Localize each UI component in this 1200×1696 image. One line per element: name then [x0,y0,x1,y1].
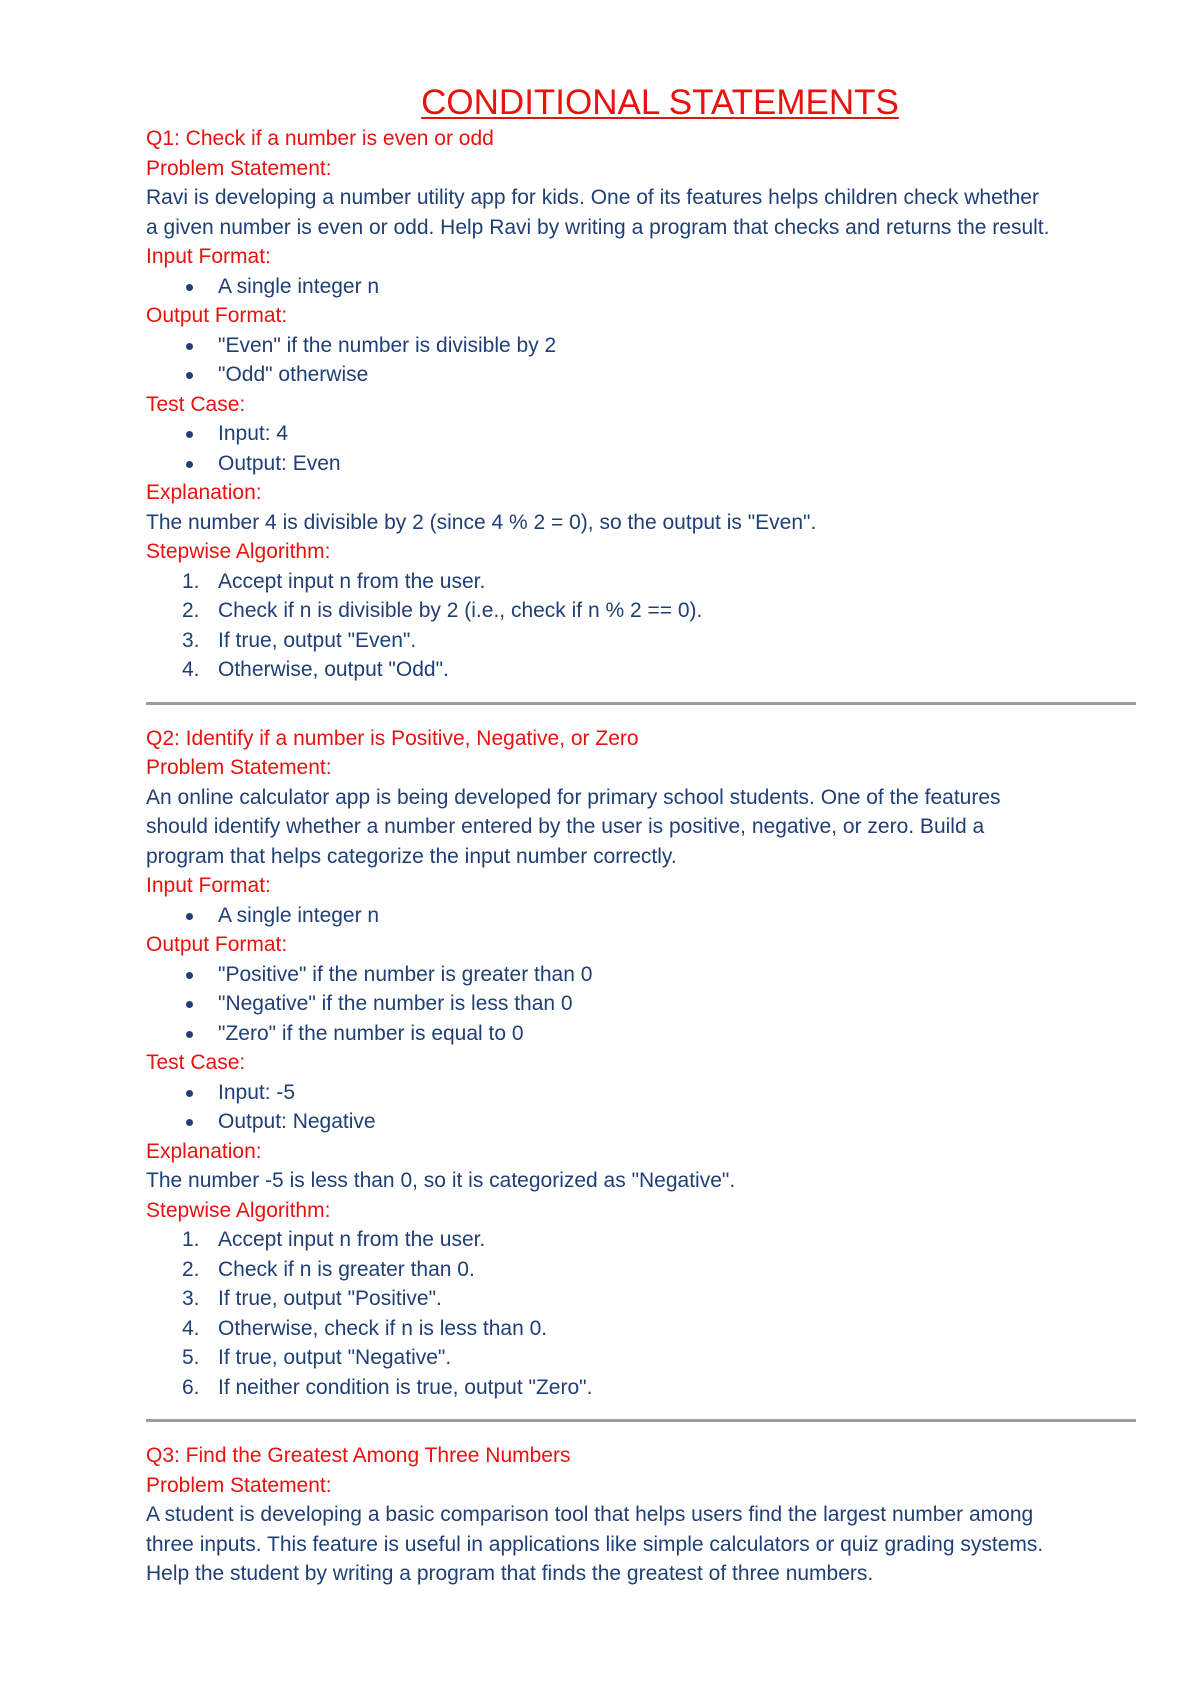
test-case-list [146,419,1136,478]
algorithm-step: 4. Otherwise, output "Odd". [182,658,449,681]
problem-statement-label: Problem Statement: [146,1473,332,1497]
problem-line: a given number is even or odd. Help Ravi by writing a program that checks and returns the result. [146,215,1050,239]
question-1 [146,124,1136,685]
explanation-text: The number -5 is less than 0, so it is categorized as "Negative". [146,1169,736,1192]
input-format-list [146,901,1136,931]
problem-line: A student is developing a basic comparison tool that helps users find the largest number among [146,1503,1034,1526]
algorithm-step: 5. If true, output "Negative". [182,1346,452,1369]
question-2 [146,724,1136,1403]
problem-line: should identify whether a number entered by the user is positive, negative, or zero. Build a [146,815,985,838]
algorithm-step: 2. Check if n is divisible by 2 (i.e., check if n % 2 == 0). [182,599,703,622]
list-item: Input: -5 [146,1078,1136,1108]
algorithm-steps [146,1225,1136,1402]
problem-line: three inputs. This feature is useful in applications like simple calculators or quiz grading systems. [146,1532,1044,1556]
algorithm-step: 1. Accept input n from the user. [182,1228,486,1251]
list-item: Input: 4 [146,419,1136,449]
question-3 [146,1441,1136,1589]
algorithm-step: 4. Otherwise, check if n is less than 0. [182,1316,548,1340]
page-title: CONDITIONAL STATEMENTS [421,83,899,122]
section-divider [146,1419,1136,1422]
list-item: "Even" if the number is divisible by 2 [146,331,1136,361]
test-case-label: Test Case: [146,1051,246,1074]
problem-line: Help the student by writing a program that finds the greatest of three numbers. [146,1562,874,1585]
section-divider [146,702,1136,705]
list-item: A single integer n [146,901,1136,931]
algorithm-step: 1. Accept input n from the user. [182,569,486,593]
algorithm-step: 6. If neither condition is true, output "Zero". [182,1375,593,1399]
output-format-list [146,331,1136,390]
explanation-label: Explanation: [146,1139,262,1163]
stepwise-algorithm-label: Stepwise Algorithm: [146,1198,331,1222]
stepwise-algorithm-label: Stepwise Algorithm: [146,540,331,563]
algorithm-steps [146,567,1136,685]
list-item: A single integer n [146,272,1136,302]
test-case-label: Test Case: [146,392,246,416]
problem-line: An online calculator app is being developed for primary school students. One of the features [146,785,1001,809]
explanation-label: Explanation: [146,481,262,504]
question-heading: Q1: Check if a number is even or odd [146,127,494,150]
algorithm-step: 3. If true, output "Even". [182,628,417,652]
list-item: "Negative" if the number is less than 0 [146,989,1136,1019]
output-format-label: Output Format: [146,304,288,327]
problem-line: program that helps categorize the input number correctly. [146,844,677,868]
input-format-label: Input Format: [146,245,271,268]
question-heading: Q3: Find the Greatest Among Three Numbers [146,1444,571,1467]
input-format-list [146,272,1136,302]
algorithm-step: 3. If true, output "Positive". [182,1287,442,1310]
algorithm-step: 2. Check if n is greater than 0. [182,1257,475,1281]
output-format-label: Output Format: [146,933,288,956]
problem-line: Ravi is developing a number utility app for kids. One of its features helps children check whether [146,186,1039,209]
list-item: Output: Negative [146,1107,1136,1137]
list-item: "Odd" otherwise [146,360,1136,390]
input-format-label: Input Format: [146,874,271,897]
document-content [146,82,1136,1589]
problem-statement-label: Problem Statement: [146,156,332,180]
explanation-text: The number 4 is divisible by 2 (since 4 % 2 = 0), so the output is "Even". [146,510,817,534]
problem-statement-label: Problem Statement: [146,756,332,779]
list-item: "Positive" if the number is greater than 0 [146,960,1136,990]
output-format-list [146,960,1136,1049]
test-case-list [146,1078,1136,1137]
question-heading: Q2: Identify if a number is Positive, Negative, or Zero [146,726,639,750]
list-item: Output: Even [146,449,1136,479]
list-item: "Zero" if the number is equal to 0 [146,1019,1136,1049]
